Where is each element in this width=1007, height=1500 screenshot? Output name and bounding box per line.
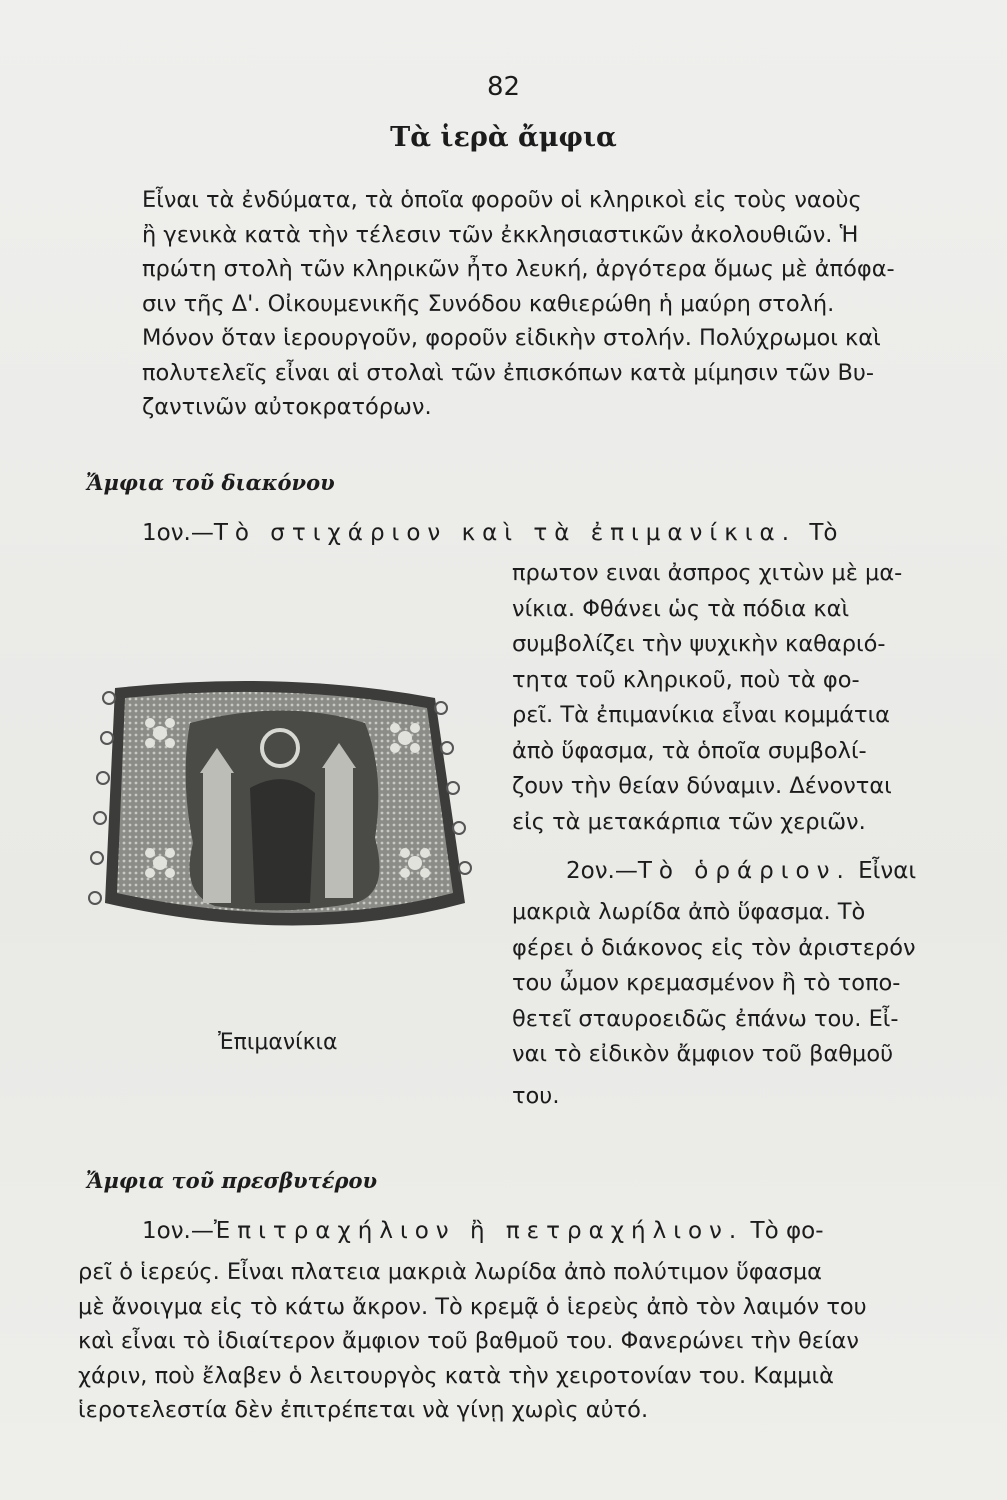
text-line: ναι τὸ εἰδικὸν ἄμφιον τοῦ βαθμοῦ [512, 1041, 894, 1067]
text-line: χάριν, ποὺ ἔλαβεν ὁ λειτουργὸς κατὰ τὴν χειροτονίαν του. Καμμιὰ [78, 1362, 835, 1389]
epimanikia-illustration [85, 678, 495, 938]
text-line: καὶ εἶναι τὸ ἰδιαίτερον ἄμφιον τοῦ βαθμοῦ του. Φανερώνει τὴν θείαν [78, 1328, 859, 1354]
page-title: Τὰ ἱερὰ ἄμφια [390, 122, 617, 153]
intro-line: ἢ γενικὰ κατὰ τὴν τέλεσιν τῶν ἐκκλησιαστικῶν ἀκολουθιῶν. Ἡ [142, 221, 859, 248]
item-tail: Τὸ [809, 520, 838, 546]
item-number: 1ον.— [142, 1218, 214, 1244]
intro-paragraph [78, 183, 928, 425]
page-number: 82 [486, 72, 521, 102]
text-line: μὲ ἄνοιγμα εἰς τὸ κάτω ἄκρον. Τὸ κρεμᾷ ὁ ἱερεὺς ἀπὸ τὸν λαιμόν του [78, 1293, 867, 1320]
presbyter-item1-header [142, 1218, 824, 1244]
text-line: μακριὰ λωρίδα ἀπὸ ὕφασμα. Τὸ [512, 899, 866, 925]
presbyter-item1-text [78, 1255, 933, 1428]
item-number: 1ον.— [142, 520, 214, 546]
text-line: συμβολίζει τὴν ψυχικὴν καθαριό- [512, 631, 886, 657]
figure-caption: Ἐπιμανίκια [218, 1030, 338, 1055]
item-tail: Εἶναι [858, 858, 917, 884]
text-line: ἱεροτελεστία δὲν ἐπιτρέπεται νὰ γίνῃ χωρὶς αὐτό. [78, 1397, 649, 1423]
text-line: θετεῖ σταυροειδῶς ἐπάνω του. Εἶ- [512, 1005, 899, 1032]
text-line: τητα τοῦ κληρικοῦ, ποὺ τὰ φο- [512, 666, 860, 693]
text-line: ζουν τὴν θείαν δύναμιν. Δένονται [512, 773, 892, 799]
section-heading-deacon: Ἄμφια τοῦ διακόνου [86, 470, 335, 495]
item-title: Τὸ ὁράριον. [637, 858, 851, 884]
deacon-item2-text [512, 895, 932, 1114]
deacon-item1-text [512, 556, 932, 840]
item-title: Ἐπιτραχήλιον ἢ πετραχήλιον. [213, 1218, 744, 1244]
intro-line: πρώτη στολὴ τῶν κληρικῶν ἦτο λευκή, ἀργότερα ὅμως μὲ ἀπόφα- [142, 256, 895, 282]
item-tail: Τὸ φο- [750, 1218, 824, 1244]
intro-line: Εἶναι τὰ ἐνδύματα, τὰ ὁποῖα φοροῦν οἱ κληρικοὶ εἰς τοὺς ναοὺς [142, 187, 862, 213]
intro-line: Μόνον ὅταν ἱερουργοῦν, φοροῦν εἰδικὴν στολήν. Πολύχρωμοι καὶ [142, 325, 881, 351]
text-line: πρωτον ειναι ἀσπρος χιτὼν μὲ μα- [512, 560, 903, 586]
text-line: νίκια. Φθάνει ὡς τὰ πόδια καὶ [512, 595, 850, 622]
text-line: του ὦμον κρεμασμένον ἢ τὸ τοπο- [512, 970, 901, 996]
item-title: Τὸ στιχάριον καὶ τὰ ἐπιμανίκια. [213, 520, 796, 546]
intro-line: σιν τῆς Δ'. Οἰκουμενικῆς Συνόδου καθιερώθη ἡ μαύρη στολή. [142, 290, 835, 317]
deacon-item1-header [142, 520, 837, 546]
text-line: του. [512, 1082, 560, 1109]
text-line: ρεῖ ὁ ἱερεύς. Εἶναι πλατεια μακριὰ λωρίδα ἀπὸ πολύτιμον ὕφασμα [78, 1259, 822, 1285]
item-number: 2ον.— [566, 858, 638, 884]
text-line: εἰς τὰ μετακάρπια τῶν χεριῶν. [512, 808, 866, 835]
text-line: φέρει ὁ διάκονος εἰς τὸν ἀριστερόν [512, 934, 916, 961]
intro-line: πολυτελεῖς εἶναι αἱ στολαὶ τῶν ἐπισκόπων κατὰ μίμησιν τῶν Βυ- [142, 359, 875, 386]
intro-line: ζαντινῶν αὐτοκρατόρων. [142, 394, 432, 420]
section-heading-presbyter: Ἄμφια τοῦ πρεσβυτέρου [86, 1168, 378, 1193]
text-line: ρεῖ. Τὰ ἐπιμανίκια εἶναι κομμάτια [512, 702, 891, 728]
text-line: ἀπὸ ὕφασμα, τὰ ὁποῖα συμβολί- [512, 737, 867, 764]
deacon-item2-header [566, 858, 916, 884]
